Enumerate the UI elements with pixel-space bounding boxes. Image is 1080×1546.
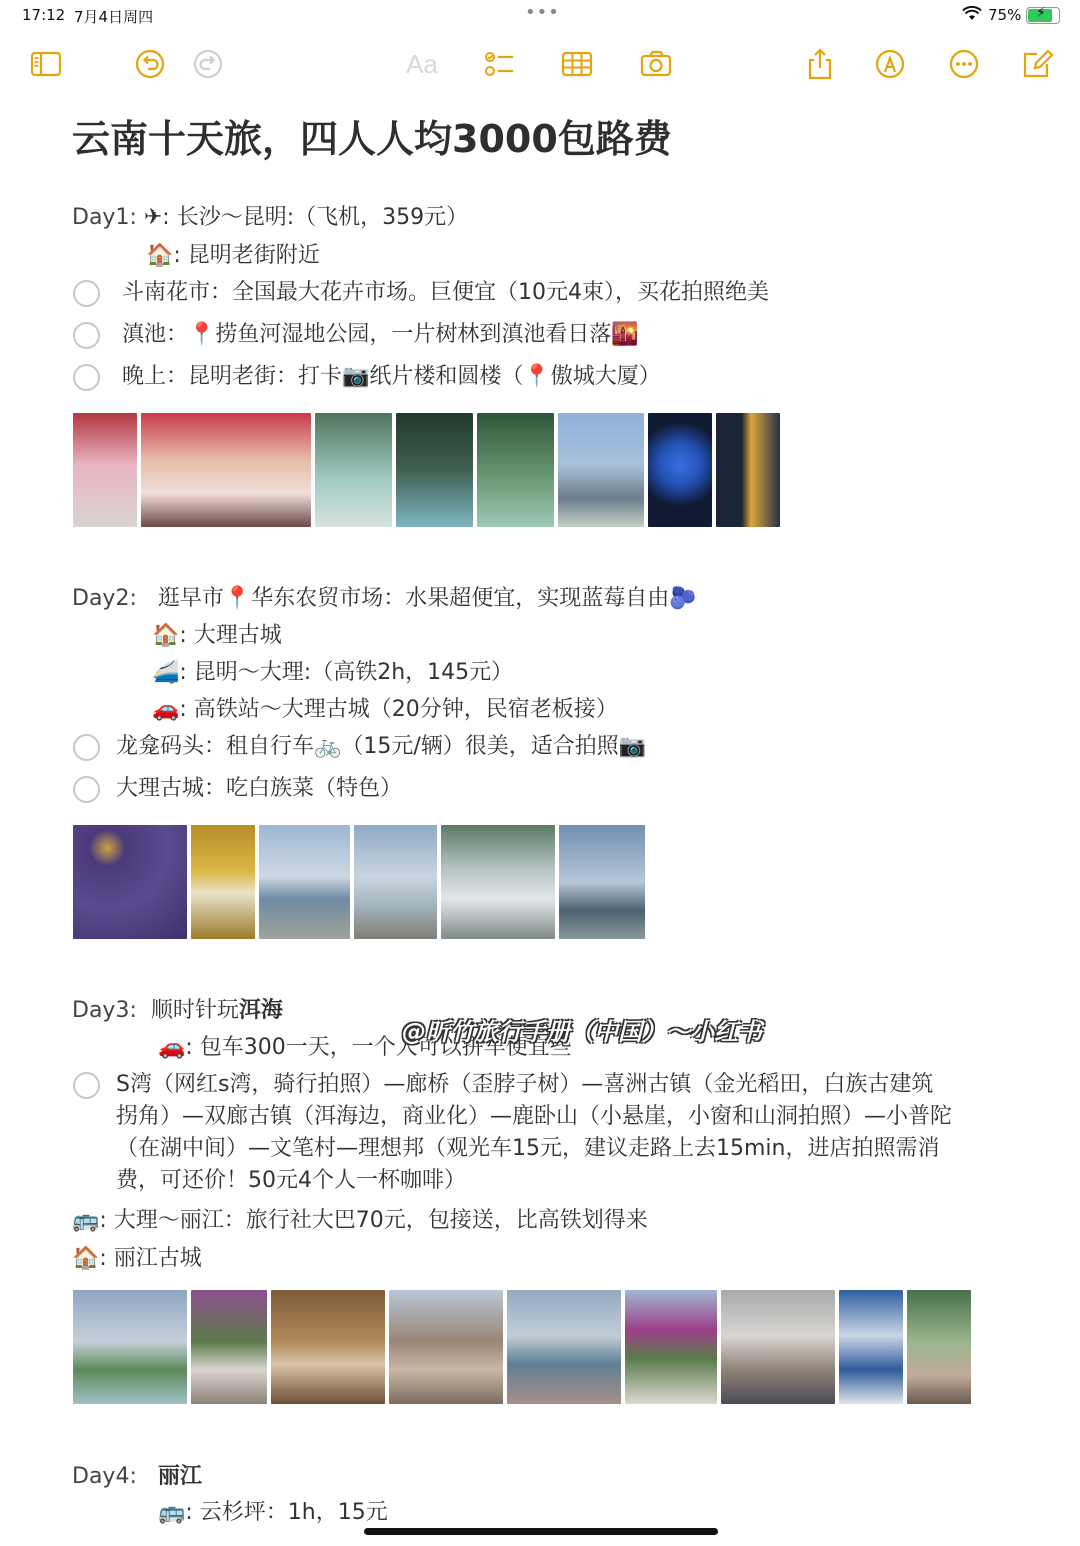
photo-thumbnail[interactable]: [507, 1290, 621, 1404]
checklist-icon[interactable]: [481, 46, 517, 82]
day2-lead-line[interactable]: [72, 584, 697, 614]
checklist-item-line[interactable]: 费，可还价！50元4个人一杯咖啡）: [116, 1168, 466, 1193]
bus-icon: 🚌: [158, 1500, 186, 1525]
checklist-item-line[interactable]: S湾（网红s湾，骑行拍照）—廊桥（歪脖子树）—喜洲古镇（金光稻田，白族古建筑: [116, 1072, 934, 1097]
photo-thumbnail[interactable]: [839, 1290, 903, 1404]
note-title[interactable]: 云南十天旅，四人人均3000包路费: [72, 117, 672, 161]
photo-thumbnail[interactable]: [441, 825, 555, 939]
checklist-item[interactable]: 晚上：昆明老街：打卡📷纸片楼和圆楼（📍傲城大厦）: [122, 364, 661, 389]
day4-lead-bold: 丽江: [157, 1464, 202, 1489]
checklist-item[interactable]: 龙龛码头：租自行车🚲（15元/辆）很美，适合拍照📷: [116, 734, 647, 759]
photo-thumbnail[interactable]: [259, 825, 350, 939]
photo-thumbnail[interactable]: [396, 413, 473, 527]
day3-car: : 包车300一天，一个人可以拼车便宜些: [185, 1035, 572, 1060]
day1-transport-line[interactable]: [72, 203, 468, 233]
checklist-circle[interactable]: [73, 734, 100, 761]
wifi-icon: [962, 6, 982, 26]
photo-thumbnail[interactable]: [389, 1290, 503, 1404]
day2-car: : 高铁站～大理古城（20分钟，民宿老板接）: [179, 697, 618, 722]
photo-thumbnail[interactable]: [191, 1290, 267, 1404]
photo-thumbnail[interactable]: [907, 1290, 971, 1404]
photo-thumbnail[interactable]: [315, 413, 392, 527]
day1-label: Day1:: [72, 205, 137, 230]
photo-thumbnail[interactable]: [716, 413, 780, 527]
table-icon[interactable]: [559, 46, 595, 82]
home-indicator[interactable]: [364, 1528, 718, 1535]
house-icon: 🏠: [146, 243, 174, 268]
day2-lead: 逛早市📍华东农贸市场：水果超便宜，实现蓝莓自由🫐: [157, 586, 697, 611]
photo-thumbnail[interactable]: [73, 1290, 187, 1404]
day2-label: Day2:: [72, 586, 137, 611]
checklist-item[interactable]: 大理古城：吃白族菜（特色）: [116, 776, 403, 801]
day2-stay: : 大理古城: [179, 623, 282, 648]
multitasking-dots[interactable]: •••: [525, 2, 560, 23]
day2-train-line[interactable]: [152, 658, 513, 688]
day1-photo-gallery: [73, 413, 780, 527]
photo-thumbnail[interactable]: [73, 413, 137, 527]
day2-car-line[interactable]: [152, 695, 618, 725]
day4-bus-line[interactable]: [158, 1498, 388, 1528]
photo-thumbnail[interactable]: [73, 825, 187, 939]
day4-lead-line[interactable]: [72, 1462, 202, 1492]
train-icon: 🚄: [152, 660, 180, 685]
status-date: 7月4日周四: [74, 8, 154, 26]
house-icon: 🏠: [152, 623, 180, 648]
undo-icon[interactable]: [132, 46, 168, 82]
checklist-circle[interactable]: [73, 364, 100, 391]
day4-bus: : 云杉坪：1h，15元: [185, 1500, 388, 1525]
checklist-item-line[interactable]: （在湖中间）—文笔村—理想邦（观光车15元，建议走路上去15min，进店拍照需消: [116, 1136, 940, 1161]
bus-icon: 🚌: [72, 1208, 100, 1233]
checklist-circle[interactable]: [73, 1072, 100, 1099]
day3-bus-line[interactable]: [72, 1206, 648, 1236]
day3-bus: : 大理～丽江：旅行社大巴70元，包接送，比高铁划得来: [99, 1208, 648, 1233]
format-text-button[interactable]: Aa: [406, 48, 438, 79]
status-bar: [0, 0, 1080, 32]
photo-thumbnail[interactable]: [721, 1290, 835, 1404]
checklist-circle[interactable]: [73, 322, 100, 349]
checklist-circle[interactable]: [73, 776, 100, 803]
share-icon[interactable]: [802, 46, 838, 82]
car-icon: 🚗: [152, 697, 180, 722]
day3-lead-bold: 洱海: [238, 998, 283, 1023]
house-icon: 🏠: [72, 1246, 100, 1271]
photo-thumbnail[interactable]: [558, 413, 644, 527]
photo-thumbnail[interactable]: [625, 1290, 717, 1404]
sidebar-toggle-icon[interactable]: [28, 46, 64, 82]
day3-photo-gallery: [73, 1290, 971, 1404]
photo-thumbnail[interactable]: [354, 825, 437, 939]
day2-train: : 昆明～大理:（高铁2h，145元）: [179, 660, 514, 685]
airplane-icon: ✈: [143, 205, 163, 230]
day2-stay-line[interactable]: [152, 621, 282, 651]
battery-icon: ⚡: [1026, 7, 1060, 24]
day3-stay-line[interactable]: [72, 1244, 202, 1274]
day3-lead: 顺时针玩: [150, 998, 239, 1023]
day4-label: Day4:: [72, 1464, 137, 1489]
photo-thumbnail[interactable]: [559, 825, 645, 939]
photo-thumbnail[interactable]: [191, 825, 255, 939]
day2-photo-gallery: [73, 825, 645, 939]
redo-icon[interactable]: [190, 46, 226, 82]
status-time: 17:12: [22, 6, 66, 24]
markup-pen-icon[interactable]: [872, 46, 908, 82]
watermark: @昕竹旅行手册（中国）～小红书: [402, 1018, 762, 1046]
photo-thumbnail[interactable]: [271, 1290, 385, 1404]
checklist-item[interactable]: 斗南花市：全国最大花卉市场。巨便宜（10元4束），买花拍照绝美: [122, 280, 769, 305]
battery-percent: 75%: [988, 6, 1022, 24]
checklist-item[interactable]: 滇池：📍捞鱼河湿地公园，一片树林到滇池看日落🌇: [122, 322, 639, 347]
day3-lead-line[interactable]: [72, 996, 283, 1026]
day1-stay-line[interactable]: [146, 241, 320, 271]
day1-transport: : 长沙～昆明:（飞机，359元）: [162, 205, 469, 230]
more-options-icon[interactable]: [946, 46, 982, 82]
checklist-circle[interactable]: [73, 280, 100, 307]
checklist-item-line[interactable]: 拐角）—双廊古镇（洱海边，商业化）—鹿卧山（小悬崖，小窗和山洞拍照）—小普陀: [116, 1104, 953, 1129]
day3-label: Day3:: [72, 998, 137, 1023]
day1-stay: : 昆明老街附近: [173, 243, 320, 268]
photo-thumbnail[interactable]: [648, 413, 712, 527]
photo-thumbnail[interactable]: [141, 413, 311, 527]
day3-stay: : 丽江古城: [99, 1246, 202, 1271]
photo-thumbnail[interactable]: [477, 413, 554, 527]
car-icon: 🚗: [158, 1035, 186, 1060]
compose-new-note-icon[interactable]: [1020, 46, 1056, 82]
camera-icon[interactable]: [638, 46, 674, 82]
